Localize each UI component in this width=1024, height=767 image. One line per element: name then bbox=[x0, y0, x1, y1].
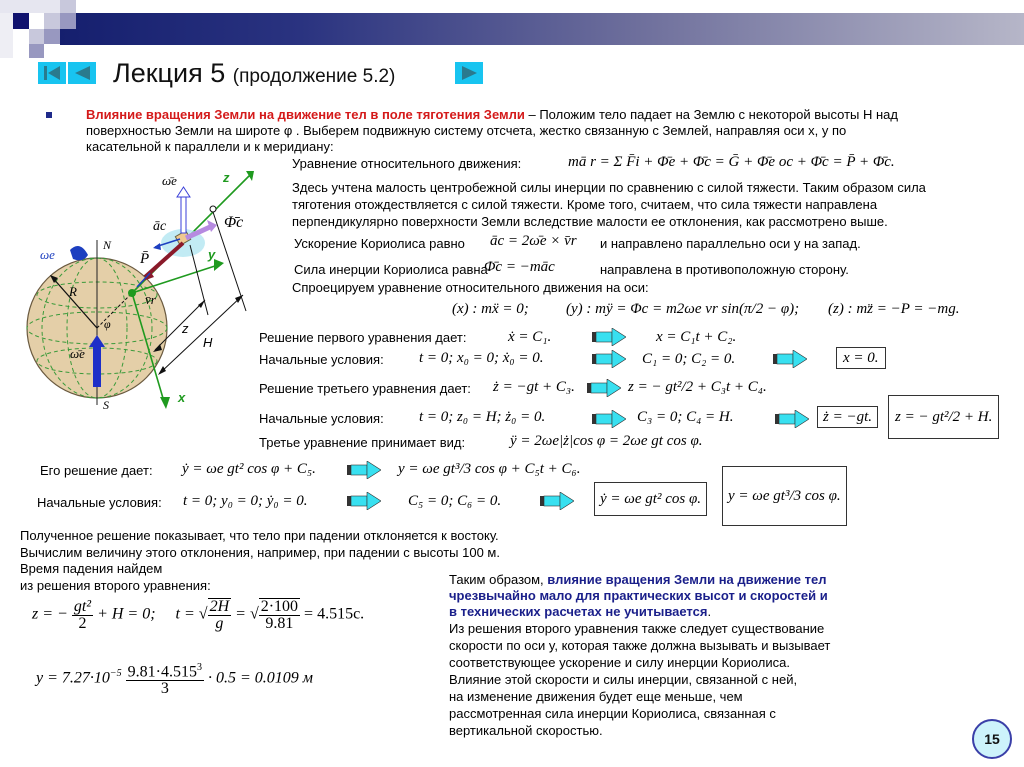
label-v-r: v̄r bbox=[145, 292, 156, 307]
conclusion-text-2: скорости по оси y, которая также должна вызывать и вызывает bbox=[449, 638, 831, 653]
arrow-right-icon bbox=[587, 379, 621, 397]
arrow-right-icon bbox=[773, 350, 807, 368]
projection-y: (y) : mÿ = Φc = m2ωe vr sin(π/2 − φ); bbox=[566, 301, 800, 317]
decor-square bbox=[44, 29, 60, 44]
conclusion-text-5: на изменение движения будет еще меньше, чем bbox=[449, 689, 743, 704]
conclusion-text-7: вертикальной скоростью. bbox=[449, 723, 603, 738]
result-box-z: z = − gt²/2 + H. bbox=[888, 395, 999, 439]
time-equation: z = − $\frac{\text{gt²}}{2}$ + H = 0; t = √ $\frac{2H}{g}$ = √ $\frac{2\cdot 100}{9.81}$ = 4.515c. bbox=[32, 597, 365, 632]
coriolis-force-equation: Φ̄c = −māc bbox=[484, 259, 555, 275]
rel-motion-equation: mā r = Σ F̄i + Φ̄e + Φ̄c = Ḡ + Φ̄e oc + Φ̄c = P̄ + Φ̄c. bbox=[568, 154, 895, 170]
para1-line1: Здесь учтена малость центробежной силы инерции по сравнению с силой тяжести. Таким образом сила bbox=[292, 180, 926, 195]
earth-rotation-diagram bbox=[0, 165, 290, 415]
result-box-z-dot: ż = −gt. bbox=[817, 406, 878, 428]
solution-eq-1b: x = C₁t + C₂. bbox=[656, 329, 737, 345]
calc-line-3: Время падения найдем bbox=[20, 561, 163, 576]
label-z-dim: z bbox=[182, 321, 189, 336]
initial-cond-eq-y: t = 0; y₀ = 0; ẏ₀ = 0. bbox=[183, 493, 308, 509]
initial-cond-eq-1: t = 0; x₀ = 0; ẋ₀ = 0. bbox=[419, 350, 544, 366]
conclusion-text-1: Из решения второго уравнения также следует существование bbox=[449, 621, 825, 636]
initial-cond-label-y: Начальные условия: bbox=[37, 495, 162, 510]
its-solution-eq-a: ẏ = ωe gt² cos φ + C₅. bbox=[182, 461, 316, 477]
its-solution-label: Его решение дает: bbox=[40, 463, 153, 478]
conclusion-line-2: чрезвычайно мало для практических высот и скоростей и bbox=[449, 588, 828, 603]
label-S: S bbox=[103, 398, 109, 412]
solution-label-3: Решение третьего уравнения дает: bbox=[259, 381, 471, 396]
arrow-right-icon bbox=[775, 410, 809, 428]
initial-cond-label-3: Начальные условия: bbox=[259, 411, 384, 426]
arrow-right-icon bbox=[592, 328, 626, 346]
arrow-right-icon bbox=[347, 461, 381, 479]
decor-square bbox=[44, 13, 60, 29]
label-x-axis: x bbox=[178, 390, 186, 405]
first-slide-button[interactable] bbox=[38, 62, 66, 84]
projection-x: (x) : mẍ = 0; bbox=[452, 301, 529, 317]
decor-square bbox=[13, 13, 29, 29]
label-H-dim: H bbox=[203, 335, 213, 350]
page-number-badge: 15 bbox=[972, 719, 1012, 759]
bullet-icon bbox=[46, 112, 52, 118]
conclusion-text-4: Влияние этой скорости и силы инерции, связанной с ней, bbox=[449, 672, 798, 687]
decor-square bbox=[29, 29, 44, 44]
solution-eq-3b: z = − gt²/2 + C₃t + C₄. bbox=[628, 379, 767, 395]
coriolis-accel-label: Ускорение Кориолиса равно bbox=[294, 236, 465, 251]
label-R: R bbox=[69, 284, 77, 299]
initial-cond-eq-3: t = 0; z₀ = H; ż₀ = 0. bbox=[419, 409, 546, 425]
skip-to-first-icon bbox=[38, 62, 66, 84]
constants-eq-3: C₃ = 0; C₄ = H. bbox=[637, 409, 734, 425]
arrow-right-icon bbox=[592, 410, 626, 428]
arrow-right-icon bbox=[592, 350, 626, 368]
decor-square bbox=[0, 0, 60, 13]
previous-icon bbox=[68, 62, 96, 84]
label-N: N bbox=[103, 238, 112, 252]
coriolis-force-label: Сила инерции Кориолиса равна bbox=[294, 262, 488, 277]
project-label: Спроецируем уравнение относительного движения на оси: bbox=[292, 280, 649, 295]
arrow-right-icon bbox=[347, 492, 381, 510]
initial-cond-label-1: Начальные условия: bbox=[259, 352, 384, 367]
solution-eq-3a: ż = −gt + C₃. bbox=[493, 379, 575, 395]
deflection-equation: $y = 7.27\cdot 10^{-5}$ $\frac{9.81\cdot 4.515^3}{3}$ · 0.5 = 0.0109 м bbox=[36, 662, 313, 698]
solution-label-1: Решение первого уравнения дает: bbox=[259, 330, 467, 345]
label-omega-e-center: ω̄e bbox=[70, 346, 85, 361]
label-omega-e-left: ωe bbox=[40, 247, 55, 262]
coriolis-accel-equation: āc = 2ω̄e × v̄r bbox=[490, 233, 577, 249]
page-title: Лекция 5 (продолжение 5.2) bbox=[113, 58, 396, 88]
label-z-axis: z bbox=[223, 170, 230, 185]
intro-line-1: Влияние вращения Земли на движение тел в поле тяготения Земли – Положим тело падает на Землю с некоторой высоты H над bbox=[86, 107, 898, 122]
result-box-y: y = ωe gt³/3 cos φ. bbox=[722, 466, 847, 526]
para1-line3: перпендикулярно поверхности Земли вследствие малости ее отклонения, как рассмотрено выше. bbox=[292, 214, 888, 229]
next-slide-button[interactable] bbox=[455, 62, 483, 84]
third-eq: ÿ = 2ωe|ż|cos φ = 2ωe gt cos φ. bbox=[510, 433, 703, 449]
label-phi: φ bbox=[104, 317, 111, 331]
third-eq-label: Третье уравнение принимает вид: bbox=[259, 435, 466, 450]
constants-eq-1: C₁ = 0; C₂ = 0. bbox=[642, 351, 736, 367]
calc-line-1: Полученное решение показывает, что тело при падении отклоняется к востоку. bbox=[20, 528, 499, 543]
label-P: P̄ bbox=[140, 251, 150, 267]
its-solution-eq-b: y = ωe gt³/3 cos φ + C₅t + C₆. bbox=[398, 461, 581, 477]
result-box-y-dot: ẏ = ωe gt² cos φ. bbox=[594, 482, 707, 516]
conclusion-text-3: соответствующее ускорение и силу инерции Кориолиса. bbox=[449, 655, 790, 670]
para1-line2: тяготения отождествляется с силой тяжести. Кроме того, считаем, что сила тяжести направлена bbox=[292, 197, 878, 212]
decor-square bbox=[60, 13, 76, 29]
solution-eq-1a: ẋ = C₁. bbox=[508, 329, 552, 345]
label-a-c: āc bbox=[153, 219, 167, 234]
conclusion-line-3: в технических расчетах не учитывается. bbox=[449, 604, 712, 619]
calc-line-2: Вычислим величину этого отклонения, например, при падении с высоты 100 м. bbox=[20, 545, 500, 560]
intro-line-2: поверхностью Земли на широте φ . Выберем подвижную систему отсчета, жестко связанную с Землей, направляя оси x, y по bbox=[86, 123, 847, 138]
coriolis-accel-rest: и направлено параллельно оси y на запад. bbox=[600, 236, 861, 251]
arrow-right-icon bbox=[540, 492, 574, 510]
coriolis-force-rest: направлена в противоположную сторону. bbox=[600, 262, 849, 277]
decor-square bbox=[0, 13, 13, 58]
result-box-x: x = 0. bbox=[836, 347, 886, 369]
constants-eq-y: C₅ = 0; C₆ = 0. bbox=[408, 493, 502, 509]
decor-square bbox=[29, 44, 44, 58]
label-y-axis: y bbox=[208, 247, 216, 262]
conclusion-line-1: Таким образом, влияние вращения Земли на движение тел bbox=[449, 572, 827, 587]
label-phi-c: Φ̄c bbox=[224, 214, 244, 231]
previous-slide-button[interactable] bbox=[68, 62, 96, 84]
projection-z: (z) : mz̈ = −P = −mg. bbox=[828, 301, 960, 317]
next-icon bbox=[455, 62, 483, 84]
header-gradient-bar bbox=[60, 13, 1024, 45]
label-omega-e-top: ω̄e bbox=[162, 173, 177, 188]
intro-line-3: касательной к параллели и к меридиану: bbox=[86, 139, 334, 154]
conclusion-text-6: рассмотренная сила инерции Кориолиса, связанная с bbox=[449, 706, 776, 721]
decor-square bbox=[60, 0, 76, 13]
calc-line-4: из решения второго уравнения: bbox=[20, 578, 211, 593]
rel-motion-label: Уравнение относительного движения: bbox=[292, 156, 522, 171]
